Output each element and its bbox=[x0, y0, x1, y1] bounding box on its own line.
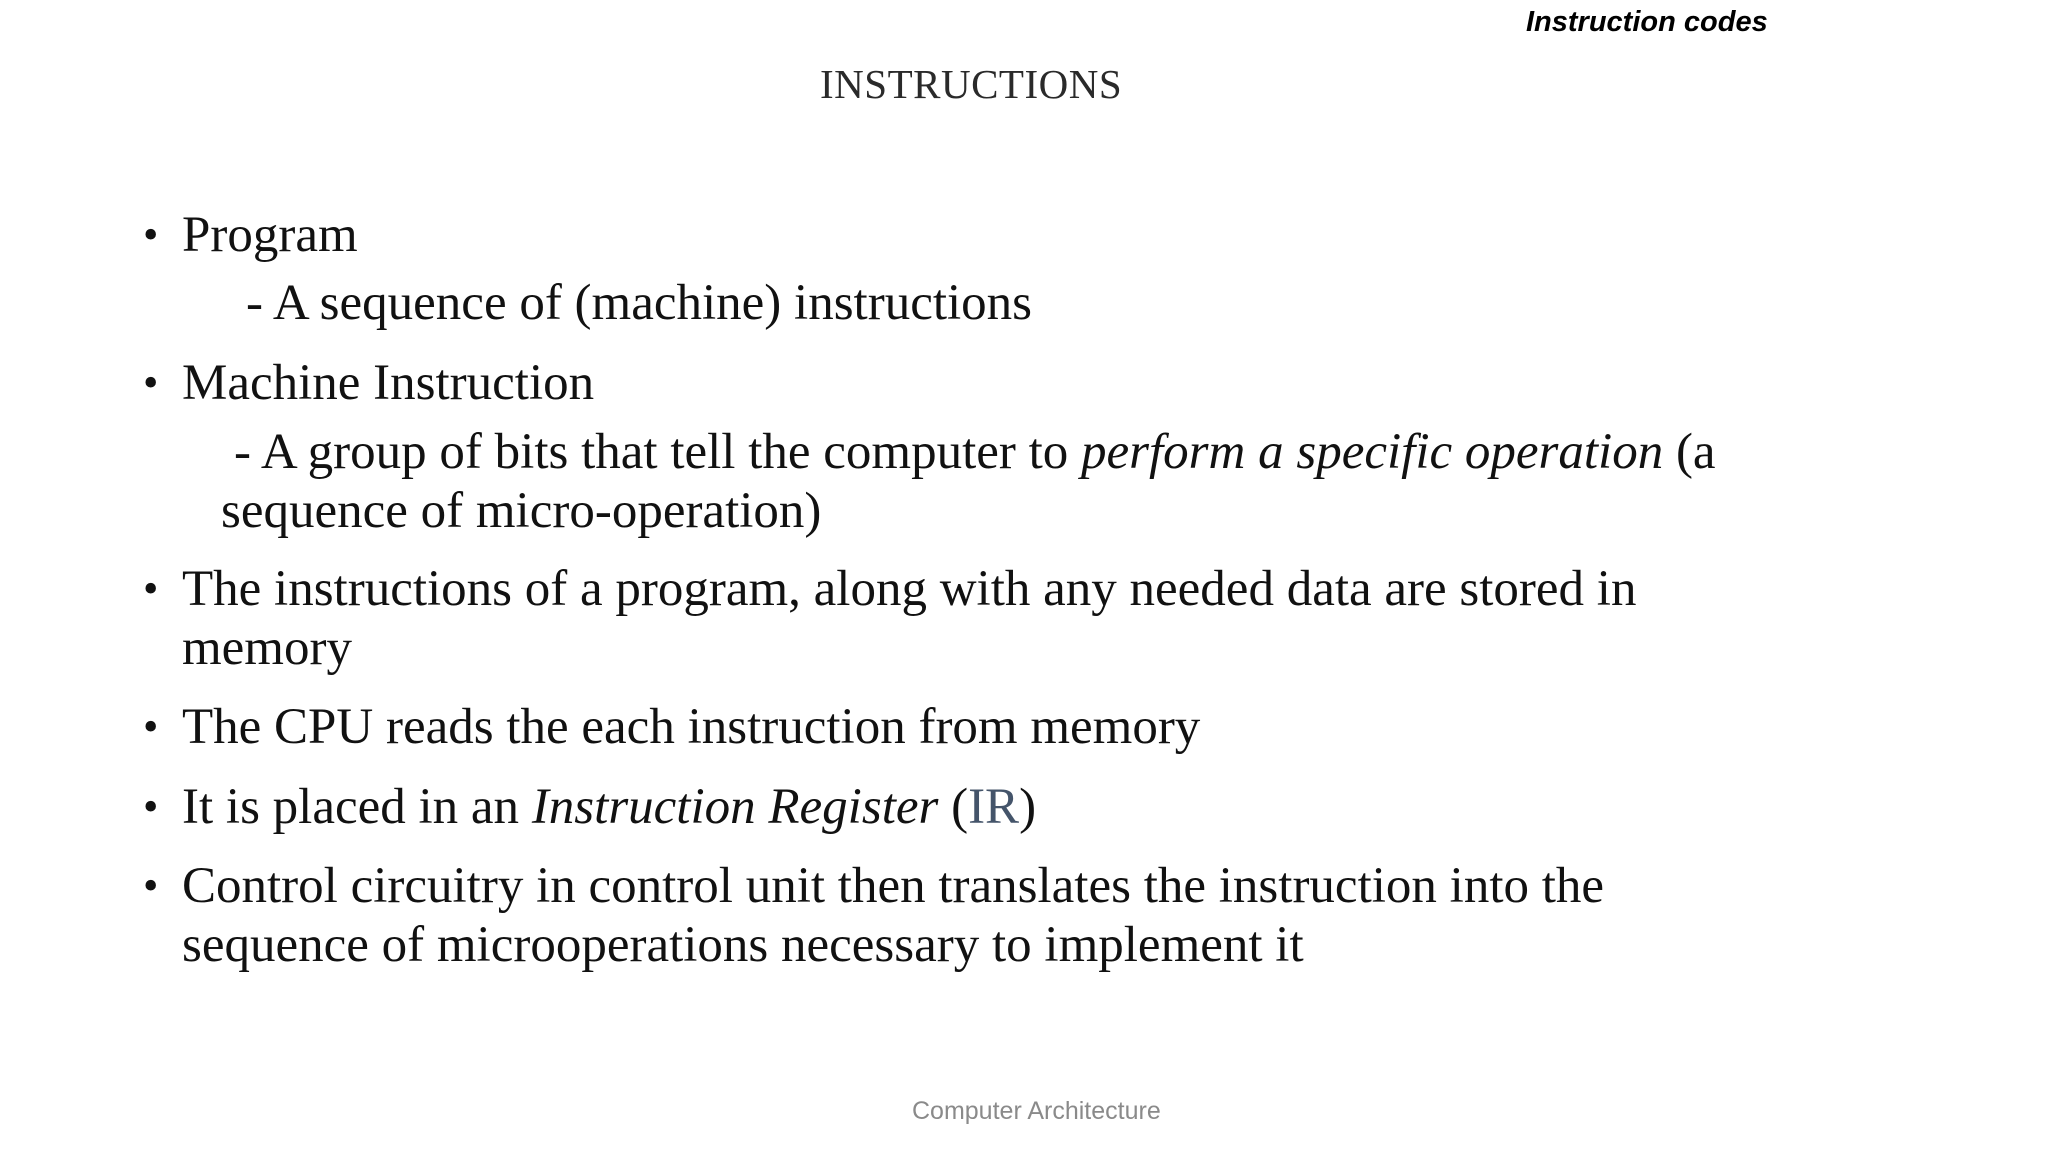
bullet-control-circuitry: Control circuitry in control unit then translates the instruction into the bbox=[182, 858, 1605, 914]
bullet-cpu-reads: The CPU reads the each instruction from memory bbox=[182, 699, 1201, 755]
sub-text-italic: perform a specific operation bbox=[1081, 424, 1664, 480]
bullet-instruction-register bbox=[182, 778, 1036, 836]
footer-text: Computer Architecture bbox=[912, 1097, 1161, 1125]
sub-text-start: - A group of bits that tell the computer to bbox=[234, 424, 1082, 480]
ir-text-italic: Instruction Register bbox=[531, 779, 939, 835]
slide-title: INSTRUCTIONS bbox=[820, 61, 1123, 107]
bullet-marker: • bbox=[143, 358, 159, 407]
bullet-marker: • bbox=[143, 782, 159, 831]
sub-text-end: (a bbox=[1663, 424, 1716, 480]
ir-paren-open: ( bbox=[938, 779, 969, 835]
bullet-program-sub: - A sequence of (machine) instructions bbox=[246, 275, 1033, 331]
bullet-marker: • bbox=[143, 861, 159, 910]
ir-text-start: It is placed in an bbox=[182, 779, 532, 835]
bullet-machine-instruction: Machine Instruction bbox=[182, 355, 595, 411]
bullet-machine-instruction-sub-line2: sequence of micro-operation) bbox=[221, 483, 822, 539]
corner-label: Instruction codes bbox=[1526, 6, 1768, 38]
ir-abbreviation: IR bbox=[968, 779, 1020, 835]
bullet-marker: • bbox=[143, 702, 159, 751]
bullet-stored-in-memory-line2: memory bbox=[182, 620, 352, 676]
bullet-marker: • bbox=[143, 210, 159, 259]
ir-paren-close: ) bbox=[1019, 779, 1037, 835]
bullet-marker: • bbox=[143, 564, 159, 613]
bullet-machine-instruction-sub bbox=[234, 423, 1716, 481]
bullet-program: Program bbox=[182, 207, 358, 263]
bullet-control-circuitry-line2: sequence of microoperations necessary to implement it bbox=[182, 917, 1304, 973]
bullet-stored-in-memory: The instructions of a program, along with any needed data are stored in bbox=[182, 561, 1637, 617]
